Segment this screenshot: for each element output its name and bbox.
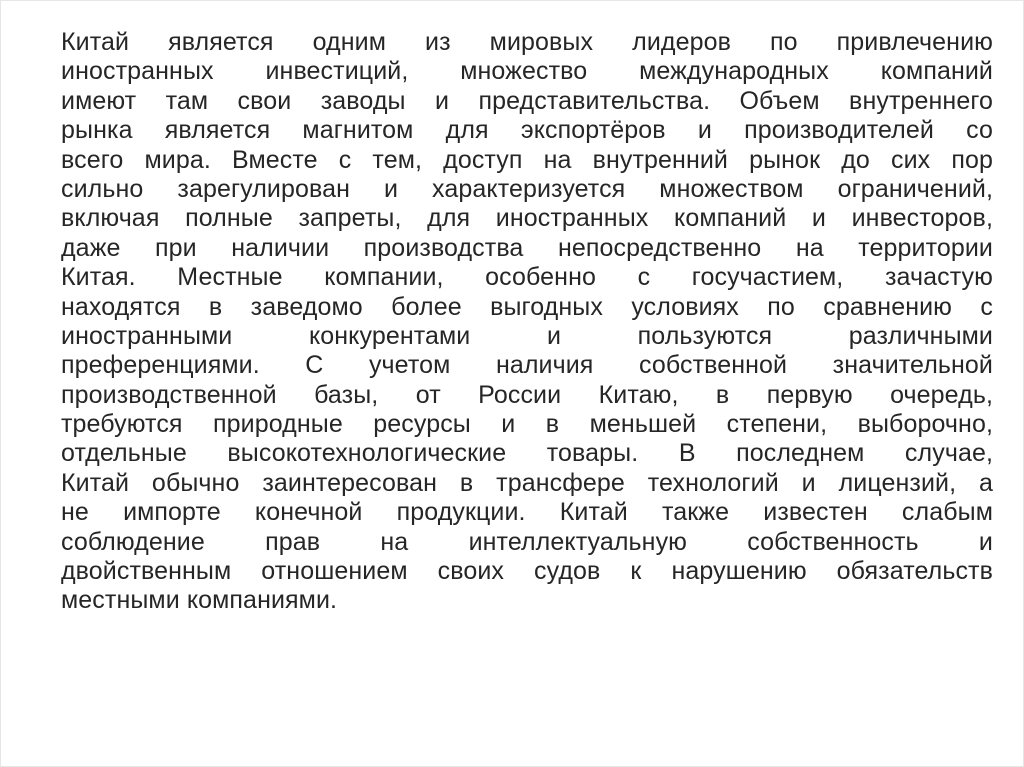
text-line: Китая. Местные компании, особенно с госучастием, зачастую [61, 263, 993, 292]
text-line: местными компаниями. [61, 586, 338, 615]
text-line: отдельные высокотехнологические товары. В последнем случае, [61, 439, 993, 468]
text-line: требуются природные ресурсы и в меньшей степени, выборочно, [61, 410, 993, 439]
text-line: рынка является магнитом для экспортёров и производителей со [61, 116, 993, 145]
body-paragraph [61, 28, 993, 616]
text-line: Китай является одним из мировых лидеров по привлечению [61, 28, 993, 56]
text-line: производственной базы, от России Китаю, в первую очередь, [61, 380, 993, 409]
text-line: имеют там свои заводы и представительства. Объем внутреннего [61, 86, 993, 115]
text-line: Китай обычно заинтересован в трансфере технологий и лицензий, а [61, 468, 993, 497]
text-line: двойственным отношением своих судов к нарушению обязательств [61, 557, 993, 586]
text-line: иностранных инвестиций, множество международных компаний [61, 57, 993, 86]
text-line: не импорте конечной продукции. Китай также известен слабым [61, 498, 993, 527]
text-line: сильно зарегулирован и характеризуется множеством ограничений, [61, 174, 993, 203]
text-line: включая полные запреты, для иностранных компаний и инвесторов, [61, 204, 993, 233]
text-line: иностранными конкурентами и пользуются различными [61, 321, 993, 350]
text-line: преференциями. С учетом наличия собственной значительной [61, 351, 993, 380]
text-line: даже при наличии производства непосредственно на территории [61, 233, 993, 262]
text-line: находятся в заведомо более выгодных условиях по сравнению с [61, 292, 993, 321]
text-line: соблюдение прав на интеллектуальную собственность и [61, 527, 993, 556]
text-line: всего мира. Вместе с тем, доступ на внутренний рынок до сих пор [61, 145, 993, 174]
